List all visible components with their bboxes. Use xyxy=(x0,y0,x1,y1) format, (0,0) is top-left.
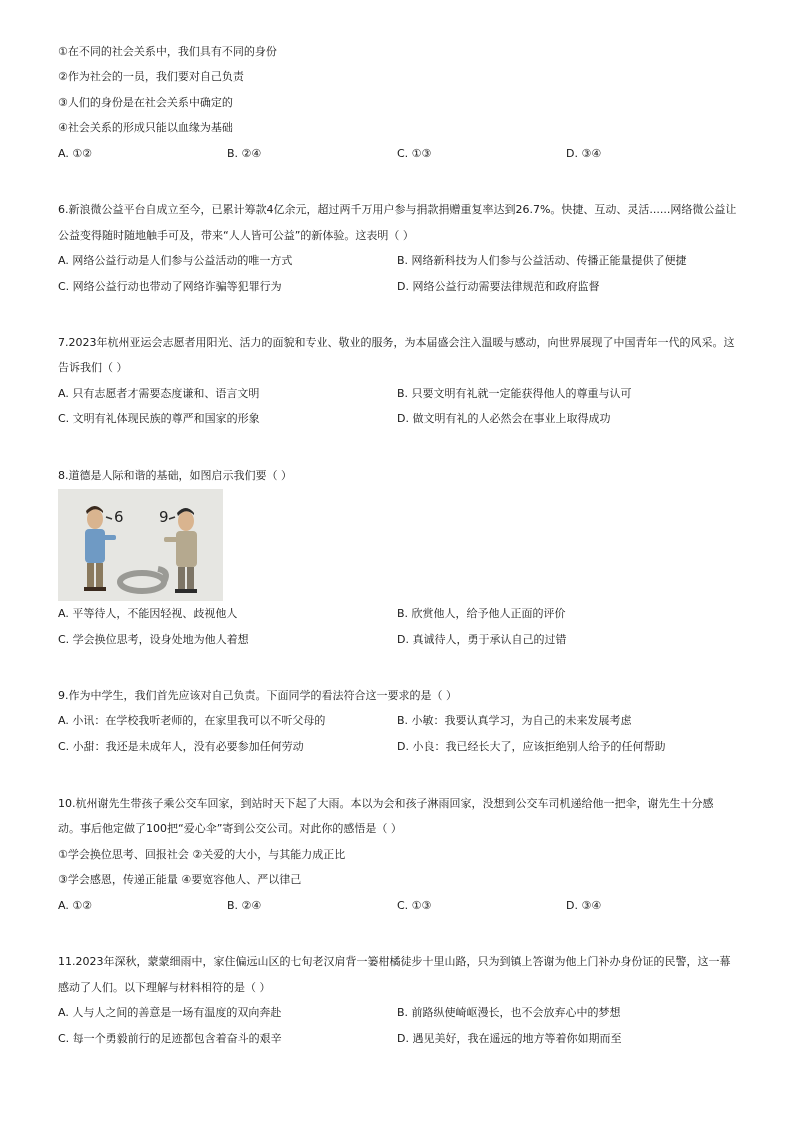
q6-stem-line-1: 6.新浪微公益平台自成立至今，已累计筹款4亿余元，超过两千万用户参与捐款捐赠重复率达到26.7%。快捷、互动、灵活......网络微公益让 xyxy=(58,203,737,216)
q10-stem-line-2: 动。事后他定做了100把“爱心伞”寄到公交公司。对此你的感悟是（ ） xyxy=(58,822,402,835)
option-a[interactable]: A. ①② xyxy=(58,147,93,160)
q9-stem: 9.作为中学生，我们首先应该对自己负责。下面同学的看法符合这一要求的是（ ） xyxy=(58,689,457,702)
statement-3: ③人们的身份是在社会关系中确定的 xyxy=(58,96,233,109)
q8-option-c[interactable]: C. 学会换位思考，设身处地为他人着想 xyxy=(58,633,249,646)
q6-option-b[interactable]: B. 网络新科技为人们参与公益活动、传播正能量提供了便捷 xyxy=(397,254,687,267)
q6-option-a[interactable]: A. 网络公益行动是人们参与公益活动的唯一方式 xyxy=(58,254,293,267)
q9-option-b[interactable]: B. 小敏：我要认真学习，为自己的未来发展考虑 xyxy=(397,714,632,727)
six-nine-cartoon-figure xyxy=(58,489,223,601)
q7-option-c[interactable]: C. 文明有礼体现民族的尊严和国家的形象 xyxy=(58,412,260,425)
q10-option-a[interactable]: A. ①② xyxy=(58,899,93,912)
option-d[interactable]: D. ③④ xyxy=(566,147,602,160)
q6-option-d[interactable]: D. 网络公益行动需要法律规范和政府监督 xyxy=(397,280,600,293)
q10-statements-line-1: ①学会换位思考、回报社会 ②关爱的大小，与其能力成正比 xyxy=(58,848,346,861)
statement-4: ④社会关系的形成只能以血缘为基础 xyxy=(58,121,233,134)
q7-stem-line-1: 7.2023年杭州亚运会志愿者用阳光、活力的面貌和专业、敬业的服务，为本届盛会注入温暖与感动，向世界展现了中国青年一代的风采。这 xyxy=(58,336,735,349)
option-c[interactable]: C. ①③ xyxy=(397,147,432,160)
left-digit-label: 6 xyxy=(114,508,124,526)
q11-option-a[interactable]: A. 人与人之间的善意是一场有温度的双向奔赴 xyxy=(58,1006,282,1019)
q6-stem-line-2: 公益变得随时随地触手可及，带来“人人皆可公益”的新体验。这表明（ ） xyxy=(58,229,414,242)
q11-option-b[interactable]: B. 前路纵使崎岖漫长，也不会放弃心中的梦想 xyxy=(397,1006,621,1019)
q11-stem-line-2: 感动了人们。以下理解与材料相符的是（ ） xyxy=(58,981,271,994)
q11-option-d[interactable]: D. 遇见美好，我在遥远的地方等着你如期而至 xyxy=(397,1032,622,1045)
q10-statements-line-2: ③学会感恩，传递正能量 ④要宽容他人、严以律己 xyxy=(58,873,302,886)
q9-option-d[interactable]: D. 小良：我已经长大了，应该拒绝别人给予的任何帮助 xyxy=(397,740,666,753)
q7-option-d[interactable]: D. 做文明有礼的人必然会在事业上取得成功 xyxy=(397,412,611,425)
q7-option-a[interactable]: A. 只有志愿者才需要态度谦和、语言文明 xyxy=(58,387,260,400)
q8-stem: 8.道德是人际和谐的基础，如图启示我们要（ ） xyxy=(58,469,292,482)
q10-stem-line-1: 10.杭州谢先生带孩子乘公交车回家，到站时天下起了大雨。本以为会和孩子淋雨回家，没想到公交车司机递给他一把伞，谢先生十分感 xyxy=(58,797,714,810)
cartoon-illustration xyxy=(58,489,223,601)
q9-option-c[interactable]: C. 小甜：我还是未成年人，没有必要参加任何劳动 xyxy=(58,740,304,753)
option-b[interactable]: B. ②④ xyxy=(227,147,262,160)
q10-option-c[interactable]: C. ①③ xyxy=(397,899,432,912)
statement-2: ②作为社会的一员，我们要对自己负责 xyxy=(58,70,244,83)
q11-stem-line-1: 11.2023年深秋，蒙蒙细雨中，家住偏远山区的七旬老汉肩背一篓柑橘徒步十里山路，只为到镇上答谢为他上门补办身份证的民警，这一幕 xyxy=(58,955,731,968)
statement-1: ①在不同的社会关系中，我们具有不同的身份 xyxy=(58,45,277,58)
q8-option-d[interactable]: D. 真诚待人，勇于承认自己的过错 xyxy=(397,633,567,646)
q10-option-d[interactable]: D. ③④ xyxy=(566,899,602,912)
q11-option-c[interactable]: C. 每一个勇毅前行的足迹都包含着奋斗的艰辛 xyxy=(58,1032,282,1045)
q9-option-a[interactable]: A. 小讯：在学校我听老师的，在家里我可以不听父母的 xyxy=(58,714,326,727)
q7-option-b[interactable]: B. 只要文明有礼就一定能获得他人的尊重与认可 xyxy=(397,387,632,400)
q6-option-c[interactable]: C. 网络公益行动也带动了网络诈骗等犯罪行为 xyxy=(58,280,282,293)
right-digit-label: 9 xyxy=(159,508,169,526)
q8-option-a[interactable]: A. 平等待人，不能因轻视、歧视他人 xyxy=(58,607,238,620)
q10-option-b[interactable]: B. ②④ xyxy=(227,899,262,912)
q7-stem-line-2: 告诉我们（ ） xyxy=(58,361,128,374)
q8-option-b[interactable]: B. 欣赏他人，给予他人正面的评价 xyxy=(397,607,566,620)
